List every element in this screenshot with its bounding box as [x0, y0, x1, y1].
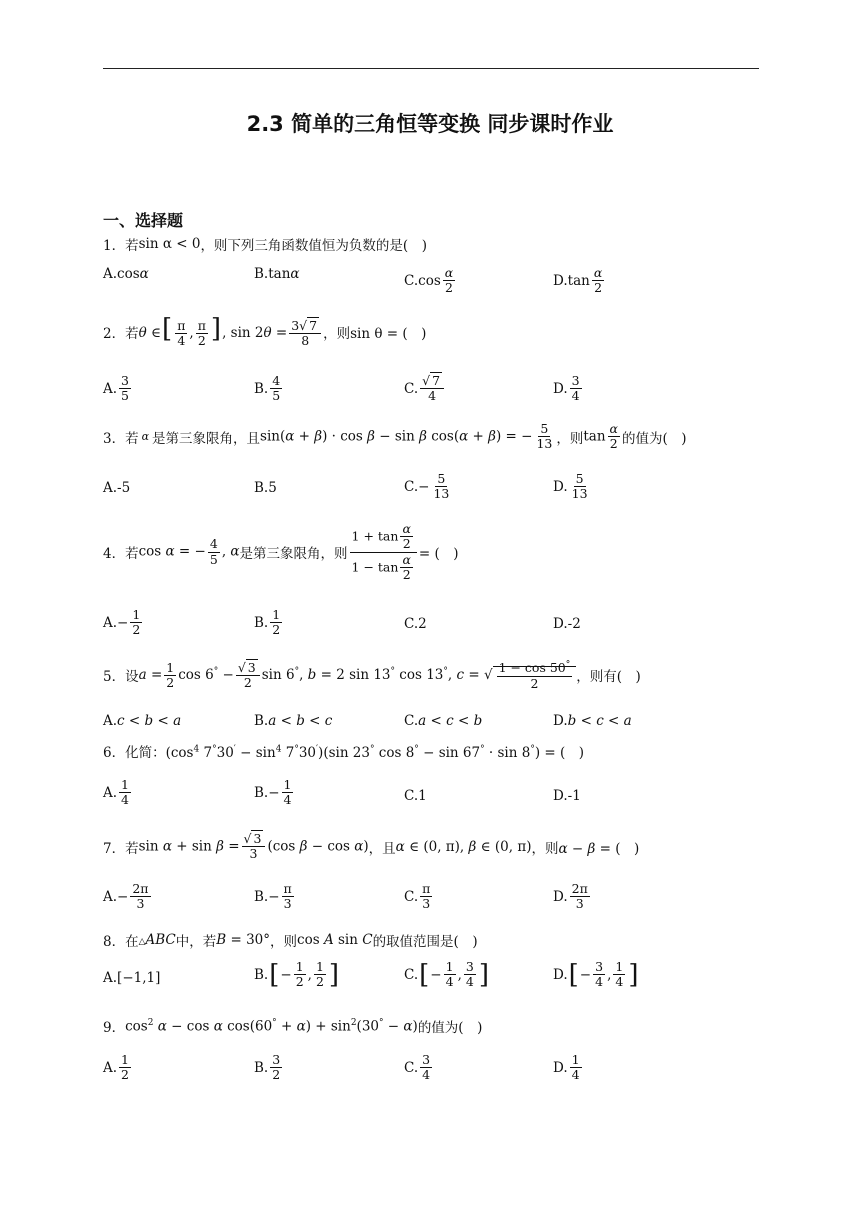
- question-3: 3． 若 α 是第三象限角，且 sin(α + β) · cos β − sin β cos(α + β) = − $\frac{5}{13}$ ，则 tan $\frac{\alpha}{2}$ 的值为( ): [103, 421, 687, 452]
- option-a[interactable]: A. $\frac{1}{2}$: [103, 1052, 129, 1083]
- header-rule: [103, 68, 759, 69]
- option-a[interactable]: A. c < b < a: [103, 713, 182, 729]
- question-7: 7． 若 sin α + sin β = $\frac{√ 3}{3}$ (cos β − cos α) ，且 α ∈ (0, π), β ∈ (0, π) ，则 α − β = ( ): [103, 831, 640, 862]
- formula: sin(α + β) · cos β − sin β cos(α + β) = − $\frac{5}{13}$: [260, 421, 553, 452]
- formula: sin α + sin β = $\frac{√ 3}{3}$ (cos β − cos α): [138, 831, 369, 862]
- option-c[interactable]: C. $\frac{√ 7}{4}$: [404, 374, 446, 404]
- option-d[interactable]: D.-2: [553, 616, 581, 632]
- option-a[interactable]: A. cos α: [103, 266, 149, 282]
- option-b[interactable]: B. tan α: [254, 266, 300, 282]
- formula: a = $\frac{1}{2}$ cos 6° − $\frac{√ 3}{2}$ sin 6°, b = 2 sin 13° cos 13°, c = √ $\frac{1 - \cos 50^\circ}{2}$: [139, 660, 577, 691]
- formula: △ABC: [138, 932, 176, 948]
- option-c[interactable]: C. − $\frac{5}{13}$: [404, 471, 450, 502]
- option-b[interactable]: B. $\frac{1}{2}$: [254, 607, 281, 638]
- formula: 1 + tan $\frac{\alpha}{2}$ 1 − tan $\frac{\alpha}{2}$: [350, 522, 417, 583]
- option-b[interactable]: B. $\frac{4}{5}$: [254, 373, 281, 404]
- option-c[interactable]: C. a < c < b: [404, 713, 483, 729]
- option-c[interactable]: C. $\frac{3}{4}$: [404, 1052, 431, 1083]
- option-d[interactable]: D. $\frac{1}{4}$: [553, 1052, 580, 1083]
- question-1: [103, 234, 427, 254]
- option-b[interactable]: B. [ − $\frac{1}{2}$ , $\frac{1}{2}$ ]: [254, 959, 340, 990]
- option-d[interactable]: D. [ − $\frac{3}{4}$ , $\frac{1}{4}$ ]: [553, 959, 639, 990]
- option-b[interactable]: B. a < b < c: [254, 713, 333, 729]
- question-9: 9． $\cos^2 \alpha - \cos \alpha$ $\cos(60^\circ + \alpha) + \sin^2(30^\circ - \alpha)$ 的值为( ): [103, 1017, 483, 1036]
- option-b[interactable]: B. − $\frac{\pi}{3}$: [254, 881, 292, 912]
- question-stem: 若: [125, 238, 139, 254]
- formula: B = 30°: [216, 932, 271, 948]
- option-d[interactable]: D. $\frac{5}{13}$: [553, 471, 588, 502]
- option-b[interactable]: B.5: [254, 480, 277, 496]
- question-number: 1．: [103, 238, 126, 254]
- formula: cos A sin C: [297, 932, 373, 948]
- option-b[interactable]: B. $\frac{3}{2}$: [254, 1052, 281, 1083]
- option-d[interactable]: D. tan $\frac{\alpha}{2}$: [553, 265, 603, 296]
- question-8: 8． 在 △ABC 中，若 B = 30° ，则 cos A sin C 的取值范围是( ): [103, 932, 478, 950]
- option-c[interactable]: C. $\frac{\pi}{3}$: [404, 881, 431, 912]
- formula: cos α = − $\frac{4}{5}$ , α: [138, 536, 240, 567]
- question-stem: ，则下列三角函数值恒为负数的是( ): [200, 238, 427, 254]
- option-a[interactable]: A. $\frac{3}{5}$: [103, 373, 129, 404]
- option-d[interactable]: D.-1: [553, 788, 581, 804]
- option-c[interactable]: C.1: [404, 788, 427, 804]
- formula: tan $\frac{\alpha}{2}$: [583, 421, 618, 452]
- option-a[interactable]: A. − $\frac{2\pi}{3}$: [103, 881, 149, 912]
- question-4: 4． 若 cos α = − $\frac{4}{5}$ , α 是第三象限角，则 1 + tan $\frac{\alpha}{2}$ 1 − tan $\frac{\alpha}{2}$ = ( ): [103, 521, 459, 583]
- question-2: 2． 若 θ ∈[ $\frac{\pi}{4}$ , $\frac{\pi}{2}$ ], sin 2θ = $\frac{3√ 7}{8}$ ，则 sin θ = ( ): [103, 314, 427, 348]
- page-title: 2.3 简单的三角恒等变换 同步课时作业: [246, 112, 614, 136]
- formula: α − β = ( ): [558, 840, 640, 857]
- option-b[interactable]: B. − $\frac{1}{4}$: [254, 777, 292, 808]
- formula: $\cos^2 \alpha - \cos \alpha$ $\cos(60^\circ + \alpha) + \sin^2(30^\circ - \alpha)$: [125, 1017, 418, 1035]
- question-6: 6． 化简： ($\cos^4$ $7^\circ 30' - \sin^4 7^\circ 30')(\sin$ 23° cos 8° − sin 67° · sin 8°) = ( ): [103, 741, 584, 761]
- option-d[interactable]: D. $\frac{3}{4}$: [553, 373, 580, 404]
- option-d[interactable]: D. b < c < a: [553, 713, 632, 729]
- option-c[interactable]: C.2: [404, 616, 427, 632]
- formula: α ∈ (0, π), β ∈ (0, π): [395, 838, 532, 855]
- option-c[interactable]: C. [ − $\frac{1}{4}$ , $\frac{3}{4}$ ]: [404, 959, 489, 990]
- formula: ($\cos^4$ $7^\circ 30' - \sin^4 7^\circ 30')(\sin$ 23° cos 8° − sin 67° · sin 8°) = ( ): [165, 744, 585, 761]
- option-a[interactable]: A. − $\frac{1}{2}$: [103, 607, 141, 638]
- option-a[interactable]: A. [−1,1]: [103, 970, 161, 986]
- formula: sin α < 0: [138, 236, 201, 252]
- option-a[interactable]: A. $\frac{1}{4}$: [103, 777, 129, 808]
- option-a[interactable]: A.-5: [103, 480, 131, 496]
- formula: θ ∈[ $\frac{\pi}{4}$ , $\frac{\pi}{2}$ ], sin 2θ = $\frac{3√ 7}{8}$: [139, 316, 324, 348]
- question-5: 5． 设 a = $\frac{1}{2}$ cos 6° − $\frac{√ 3}{2}$ sin 6°, b = 2 sin 13° cos 13°, c = √ $\frac{1 - \cos 50^\circ}{2}$ ，则有( ): [103, 659, 641, 691]
- option-d[interactable]: D. $\frac{2\pi}{3}$: [553, 881, 588, 912]
- section-heading: 一、选择题: [103, 211, 184, 230]
- option-c[interactable]: C. cos $\frac{\alpha}{2}$: [404, 265, 454, 296]
